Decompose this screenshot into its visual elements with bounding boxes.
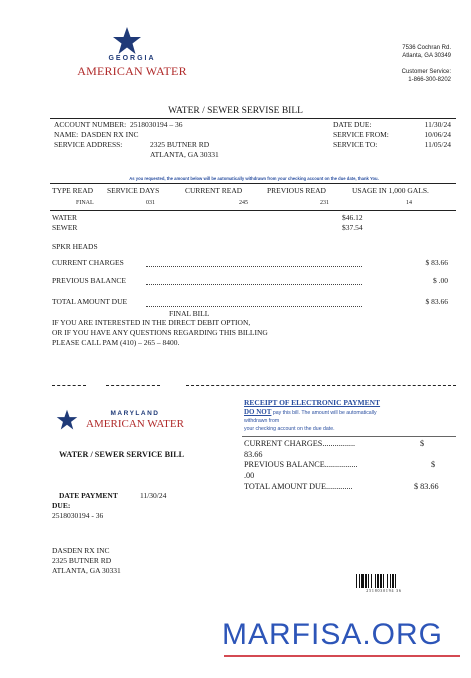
do-not-label: DO NOT xyxy=(244,408,272,416)
barcode-bar xyxy=(377,574,379,588)
account-number-label: ACCOUNT NUMBER: xyxy=(54,120,127,129)
star-icon xyxy=(56,409,78,431)
name-label: NAME: xyxy=(54,130,79,139)
debit-note-line2: OR IF YOU HAVE ANY QUESTIONS REGARDING THIS BILLING xyxy=(52,328,268,337)
due-label: DUE: xyxy=(52,501,71,510)
barcode-bar xyxy=(361,574,364,588)
logo-company: AMERICAN WATER xyxy=(77,64,187,78)
debit-note-line1: IF YOU ARE INTERESTED IN THE DIRECT DEBIT OPTION, xyxy=(52,318,251,327)
star-icon xyxy=(112,26,142,56)
final-bill-label: FINAL BILL xyxy=(169,309,210,318)
barcode-bar xyxy=(390,574,391,588)
previous-balance-label: PREVIOUS BALANCE xyxy=(52,276,126,285)
receipt-current-label: CURRENT CHARGES................ xyxy=(244,439,356,448)
previous-balance-leader xyxy=(146,284,362,285)
header-usage: USAGE IN 1,000 GALS. xyxy=(352,186,429,195)
total-due-leader xyxy=(146,306,362,307)
date-payment-label: DATE PAYMENT xyxy=(59,491,118,500)
header-type-read: TYPE READ xyxy=(52,186,94,195)
watermark-underline xyxy=(224,655,460,657)
service-to: 11/05/24 xyxy=(424,140,451,149)
service-dates xyxy=(333,120,451,150)
barcode-bars xyxy=(356,574,412,588)
logo-state: MARYLAND xyxy=(110,410,160,417)
barcode-bar xyxy=(371,574,372,588)
cell-current-read: 245 xyxy=(239,200,248,206)
receipt-title: RECEIPT OF ELECTRONIC PAYMENT xyxy=(244,398,381,407)
cell-service-days: 031 xyxy=(146,200,155,206)
service-from-label: SERVICE FROM: xyxy=(333,130,389,139)
address-line2: Atlanta, GA 30349 xyxy=(402,53,451,59)
barcode-bar xyxy=(387,574,388,588)
header-service-days: SERVICE DAYS xyxy=(107,186,160,195)
barcode-bar xyxy=(392,574,394,588)
receipt-current-symbol: $ xyxy=(420,439,425,448)
spkr-heads-label: SPKR HEADS xyxy=(52,242,98,251)
tear-line-segment-1 xyxy=(52,385,86,386)
mailing-address-line1: 2325 BUTNER RD xyxy=(52,556,112,565)
water-amount: $46.12 xyxy=(342,213,363,222)
header-previous-read: PREVIOUS READ xyxy=(267,186,326,195)
date-due: 11/30/24 xyxy=(424,120,451,129)
barcode-bar xyxy=(380,574,382,588)
service-from: 10/06/24 xyxy=(424,130,451,139)
service-address-line1: 2325 BUTNER RD xyxy=(150,140,210,149)
barcode-bar xyxy=(359,574,360,588)
barcode-bar xyxy=(383,574,384,588)
customer-service-label: Customer Service: xyxy=(401,69,451,75)
watermark: MARFISA.ORG xyxy=(222,618,444,651)
stub-account-number: 2518030194 - 36 xyxy=(52,511,104,520)
bill-title: WATER / SEWER SERVISE BILL xyxy=(168,106,303,116)
sewer-label: SEWER xyxy=(52,223,78,232)
logo-state: GEORGIA xyxy=(108,55,156,62)
logo-company: AMERICAN WATER xyxy=(86,418,184,430)
mailing-address xyxy=(52,546,121,576)
receipt-previous-amount: .00 xyxy=(244,471,255,480)
date-due-label: DATE DUE: xyxy=(333,120,372,129)
mailing-name: DASDEN RX INC xyxy=(52,546,110,555)
usage-table-row xyxy=(52,199,456,208)
customer-service-phone: 1-866-300-8202 xyxy=(408,77,451,83)
date-payment-value: 11/30/24 xyxy=(140,491,167,500)
receipt-previous-label: PREVIOUS BALANCE................ xyxy=(244,460,358,469)
stub-title: WATER / SEWER SERVICE BILL xyxy=(59,450,185,459)
receipt-text-2: withdrawn from xyxy=(244,418,280,424)
receipt-previous-symbol: $ xyxy=(431,460,436,469)
barcode-bar xyxy=(375,574,376,588)
header-current-read: CURRENT READ xyxy=(185,186,243,195)
water-label: WATER xyxy=(52,213,77,222)
receipt-text-3: your checking account on the due date. xyxy=(244,426,335,432)
maryland-american-water-logo xyxy=(54,407,194,437)
title-rule xyxy=(50,118,456,119)
receipt-total-label: TOTAL AMOUNT DUE............. xyxy=(244,482,353,491)
notice-rule xyxy=(50,183,456,184)
table-rule xyxy=(50,210,456,211)
service-address-line2: ATLANTA, GA 30331 xyxy=(150,150,219,159)
cell-type-read: FINAL xyxy=(76,200,94,206)
current-charges-leader xyxy=(146,266,362,267)
receipt-text-1: pay this bill. The amount will be automatically xyxy=(271,410,377,416)
current-charges-amount: $ 83.66 xyxy=(425,258,448,267)
georgia-american-water-logo xyxy=(72,26,192,82)
sewer-amount: $37.54 xyxy=(342,223,363,232)
receipt-current-amount: 83.66 xyxy=(244,450,263,459)
service-to-label: SERVICE TO: xyxy=(333,140,378,149)
company-address xyxy=(402,44,451,84)
barcode-number: 2518030194 36 xyxy=(366,588,402,593)
debit-option-note xyxy=(52,318,268,348)
tear-line-segment-2 xyxy=(106,385,160,386)
barcode xyxy=(356,574,412,596)
receipt-text xyxy=(244,408,454,433)
account-info xyxy=(54,120,219,160)
receipt-total-amount: $ 83.66 xyxy=(414,482,439,491)
barcode-bar xyxy=(368,574,369,588)
customer-name: DASDEN RX INC xyxy=(81,130,139,139)
barcode-bar xyxy=(395,574,396,588)
current-charges-label: CURRENT CHARGES xyxy=(52,258,124,267)
tear-line-segment-3 xyxy=(186,385,456,386)
receipt-rule xyxy=(242,436,456,437)
cell-previous-read: 231 xyxy=(320,200,329,206)
total-due-amount: $ 83.66 xyxy=(425,297,448,306)
previous-balance-amount: $ .00 xyxy=(433,276,448,285)
total-due-label: TOTAL AMOUNT DUE xyxy=(52,297,128,306)
mailing-address-line2: ATLANTA, GA 30331 xyxy=(52,566,121,575)
cell-usage: 14 xyxy=(406,200,412,206)
usage-table-header xyxy=(52,186,456,196)
barcode-bar xyxy=(356,574,357,588)
service-address-label: SERVICE ADDRESS: xyxy=(54,140,123,149)
auto-withdraw-notice: As you requested, the amount below will be automatically withdrawn from your checking account on the due date, thank You. xyxy=(129,176,379,181)
debit-note-line3: PLEASE CALL PAM (410) – 265 – 8400. xyxy=(52,338,180,347)
account-number: 2518030194 – 36 xyxy=(130,120,183,129)
address-line1: 7536 Cochran Rd. xyxy=(402,45,451,51)
barcode-bar xyxy=(365,574,367,588)
